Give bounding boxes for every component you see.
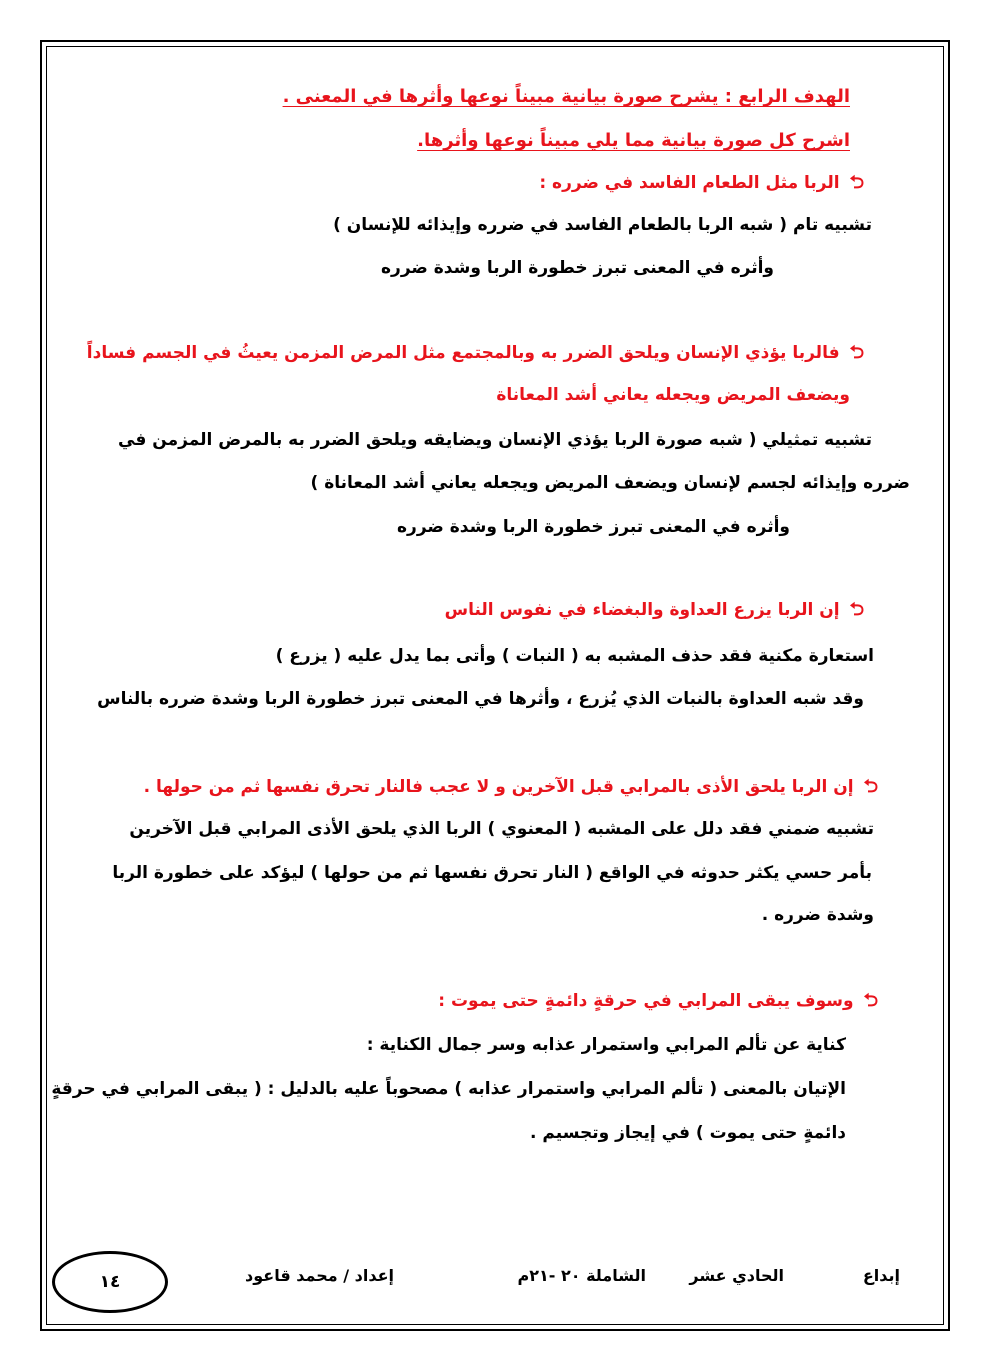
page-number: ١٤ — [99, 1272, 121, 1292]
item-2-title: ⮌فالربا يؤذي الإنسان ويلحق الضرر به وبالمجتمع مثل المرض المزمن يعيثُ في الجسم فساداً — [87, 340, 864, 366]
goal-heading: الهدف الرابع : يشرح صورة بيانية مبيناً نوعها وأثرها في المعنى . — [282, 86, 850, 107]
footer-grade: الحادي عشر — [689, 1266, 784, 1285]
footer-edition: الشاملة ٢٠ -٢١م — [517, 1266, 646, 1285]
arrow-circle-left-icon: ⮌ — [863, 990, 878, 1011]
item-2-line-3: وأثره في المعنى تبرز خطورة الربا وشدة ضرره — [397, 517, 790, 537]
item-2-line-1: تشبيه تمثيلي ( شبه صورة الربا يؤذي الإنسان ويضايقه ويلحق الضرر به بالمرض المزمن في — [118, 430, 872, 450]
arrow-circle-left-icon: ⮌ — [849, 342, 864, 363]
item-1-line-2: وأثره في المعنى تبرز خطورة الربا وشدة ضرره — [381, 258, 774, 278]
instruction-heading: اشرح كل صورة بيانية مما يلي مبيناً نوعها وأثرها. — [417, 130, 850, 151]
item-4-title: ⮌إن الربا يلحق الأذى بالمرابي قبل الآخرين و لا عجب فالنار تحرق نفسها ثم من حولها . — [144, 774, 878, 800]
item-4-line-1: تشبيه ضمني فقد دلل على المشبه ( المعنوي ) الربا الذي يلحق الأذى المرابي قبل الآخرين — [129, 819, 874, 839]
item-1-line-1: تشبيه تام ( شبه الربا بالطعام الفاسد في ضرره وإيذائه للإنسان ) — [333, 215, 872, 235]
item-3-line-1: استعارة مكنية فقد حذف المشبه به ( النبات ) وأتى بما يدل عليه ( يزرع ) — [275, 646, 874, 666]
item-4-line-2: بأمر حسي يكثر حدوثه في الواقع ( النار تحرق نفسها ثم من حولها ) ليؤكد على خطورة الربا — [112, 863, 872, 883]
arrow-circle-left-icon: ⮌ — [849, 599, 864, 620]
page-number-oval — [52, 1251, 168, 1313]
arrow-circle-left-icon: ⮌ — [863, 776, 878, 797]
item-5-title: ⮌وسوف يبقى المرابي في حرقةٍ دائمةٍ حتى يموت : — [438, 988, 878, 1014]
footer-ibdaa: إبداع — [862, 1266, 900, 1285]
arrow-circle-left-icon: ⮌ — [849, 172, 864, 193]
item-3-line-2: وقد شبه العداوة بالنبات الذي يُزرع ، وأثرها في المعنى تبرز خطورة الربا وشدة ضرره بالناس — [97, 689, 864, 709]
item-5-line-1: كناية عن تألم المرابي واستمرار عذابه وسر جمال الكناية : — [366, 1035, 846, 1055]
footer-author: إعداد / محمد قاعود — [245, 1266, 394, 1285]
item-2-line-2: ضرره وإيذائه لجسم لإنسان ويضعف المريض ويجعله يعاني أشد المعاناة ) — [310, 473, 910, 493]
item-5-line-3: دائمةٍ حتى يموت ) في إيجاز وتجسيم . — [530, 1123, 846, 1143]
item-2-title-cont: ويضعف المريض ويجعله يعاني أشد المعاناة — [496, 385, 850, 405]
item-5-line-2: الإتيان بالمعنى ( تألم المرابي واستمرار عذابه ) مصحوباً عليه بالدليل : ( يبقى المرابي في حرقةٍ — [51, 1079, 846, 1099]
item-3-title: ⮌إن الربا يزرع العداوة والبغضاء في نفوس الناس — [445, 597, 864, 623]
item-4-line-3: وشدة ضرره . — [761, 905, 874, 925]
item-1-title: ⮌الربا مثل الطعام الفاسد في ضرره : — [539, 170, 864, 196]
